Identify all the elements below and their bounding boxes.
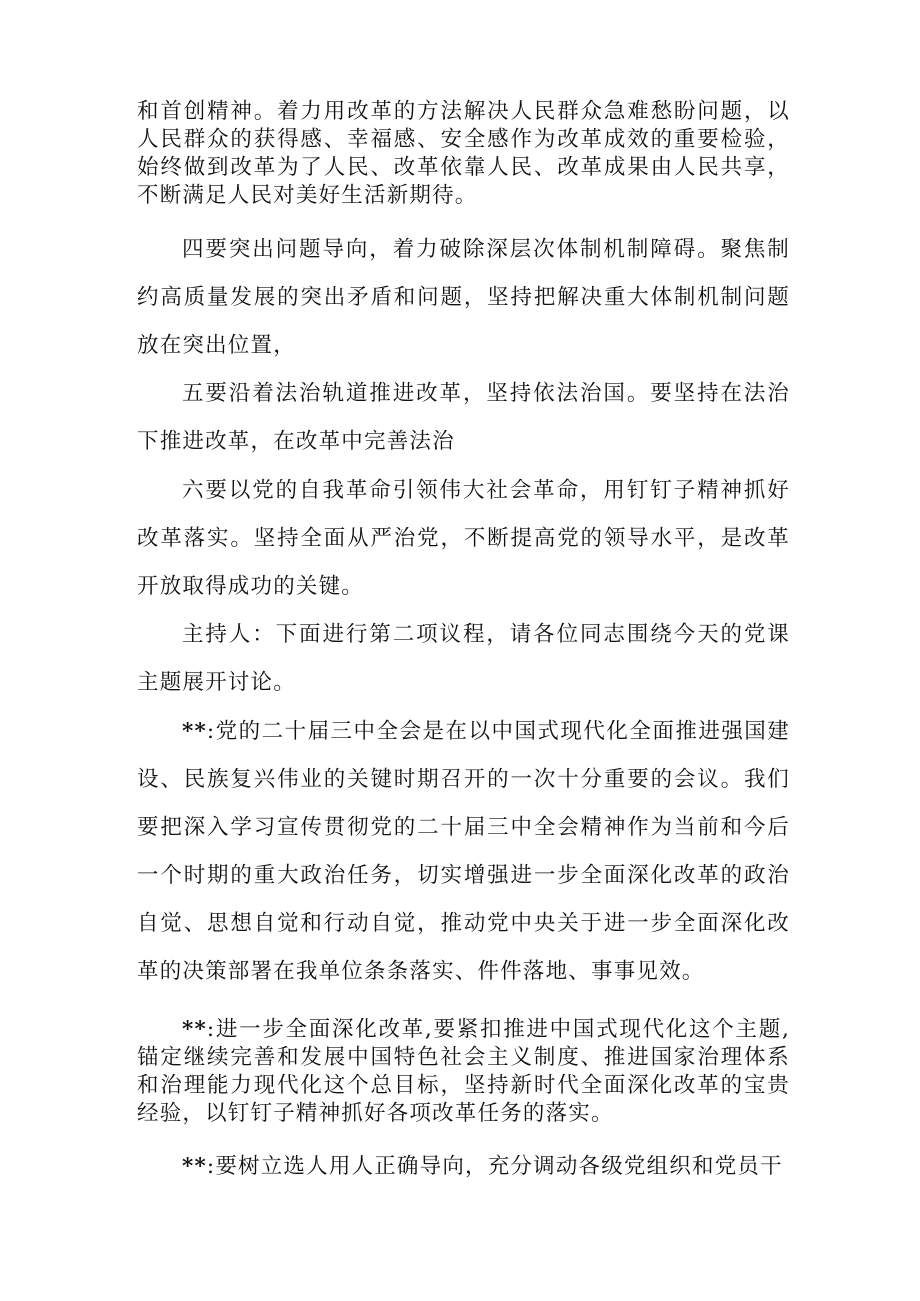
speaker-mark: ** [182, 719, 207, 744]
paragraph-discussion-3 [137, 1143, 790, 1191]
paragraph-point-five: 五要沿着法治轨道推进改革，坚持依法治国。要坚持在法治下推进改革，在改革中完善法治 [137, 381, 790, 454]
discussion-text: :要树立选人用人正确导向，充分调动各级党组织和党员干 [206, 1154, 783, 1179]
discussion-text: :进一步全面深化改革,要紧扣推进中国式现代化这个主题,锚定继续完善和发展中国特色社会主义制度、推进国家治理体系和治理能力现代化这个总目标，坚持新时代全面深化改革的宝贵经验，以钉钉子精神抓好各项改革任务的落实。 [137, 1017, 790, 1126]
speaker-mark: ** [182, 1017, 207, 1042]
paragraph-discussion-2 [137, 1016, 790, 1128]
discussion-text: :党的二十届三中全会是在以中国式现代化全面推进强国建设、民族复兴伟业的关键时期召开的一次十分重要的会议。我们要把深入学习宣传贯彻党的二十届三中全会精神作为当前和今后一个时期的重大政治任务，切实增强进一步全面深化改革的政治自觉、思想自觉和行动自觉，推动党中央关于进一步全面深化改革的决策部署在我单位条条落实、件件落地、事事见效。 [137, 719, 790, 984]
paragraph-discussion-1 [137, 708, 790, 996]
paragraph-host: 主持人：下面进行第二项议程，请各位同志围绕今天的党课主题展开讨论。 [137, 622, 790, 695]
speaker-mark: ** [182, 1154, 207, 1179]
paragraph-continuation: 和首创精神。着力用改革的方法解决人民群众急难愁盼问题，以人民群众的获得感、幸福感、安全感作为改革成效的重要检验，始终做到改革为了人民、改革依靠人民、改革成果由人民共享，不断满足人民对美好生活新期待。 [137, 99, 790, 208]
paragraph-point-four: 四要突出问题导向，着力破除深层次体制机制障碍。聚焦制约高质量发展的突出矛盾和问题，坚持把解决重大体制机制问题放在突出位置， [137, 237, 790, 358]
paragraph-point-six: 六要以党的自我革命引领伟大社会革命，用钉钉子精神抓好改革落实。坚持全面从严治党，不断提高党的领导水平，是改革开放取得成功的关键。 [137, 478, 790, 599]
